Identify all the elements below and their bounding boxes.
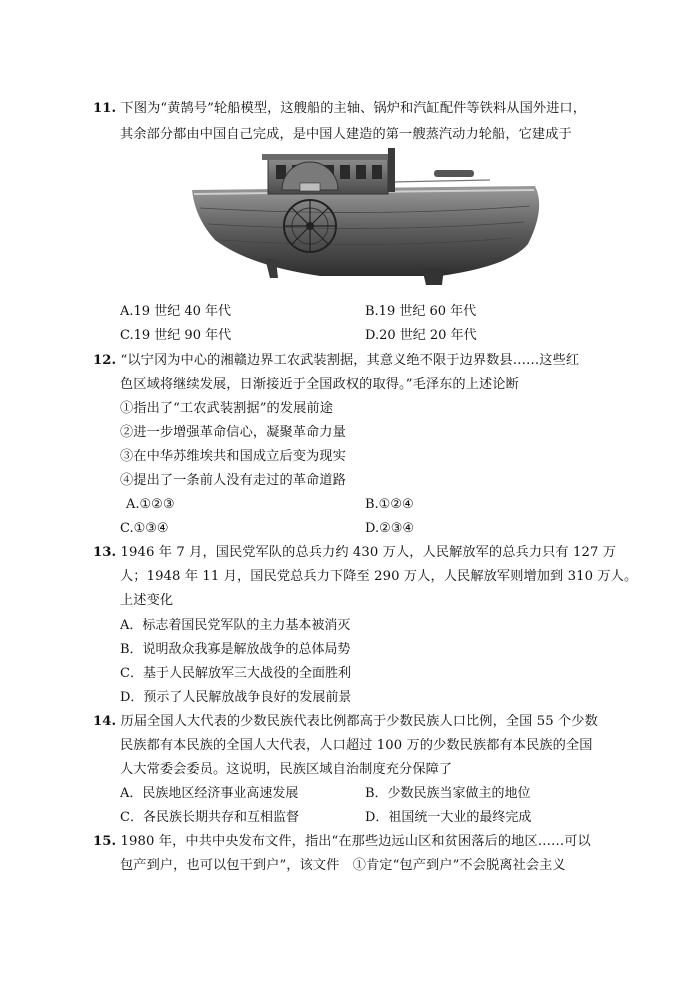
q13-line-1	[93, 544, 616, 562]
q12-statement-4: ④提出了一条前人没有走过的革命道路	[120, 473, 346, 488]
q13-option-a[interactable]: A．标志着国民党军队的主力基本被消灭	[120, 618, 351, 633]
q11-option-b[interactable]: B.19 世纪 60 年代	[365, 304, 477, 319]
ship-hull	[192, 186, 539, 276]
q12-line-1	[93, 352, 579, 370]
q14-line-1	[93, 713, 598, 731]
ship-keel-support	[265, 258, 278, 278]
q12-stem-line-1: “以宁冈为中心的湘赣边界工农武装割据，其意义绝不限于边界数县……这些红	[120, 353, 580, 368]
q15-stem-line-2: 包产到户，也可以包干到户”，该文件 ①肯定“包产到户”不会脱离社会主义	[120, 858, 566, 873]
q14-stem-line-3: 人大常委会委员。这说明，民族区域自治制度充分保障了	[120, 762, 453, 777]
q13-option-d[interactable]: D．预示了人民解放战争良好的发展前景	[120, 690, 352, 705]
q13-stem-line-3: 上述变化	[120, 593, 174, 608]
q13-number: 13.	[93, 545, 117, 560]
ship-cabin-roof	[262, 154, 394, 160]
ship-railing	[390, 180, 490, 182]
q12-statement-1: ①指出了“工农武装割据”的发展前途	[120, 401, 333, 416]
q12-option-c[interactable]: C.①③④	[120, 521, 169, 536]
q13-stem-line-1: 1946 年 7 月，国民党军队的总兵力约 430 万人，人民解放军的总兵力只有 127 万	[120, 545, 617, 560]
q14-option-a[interactable]: A．民族地区经济事业高速发展	[120, 786, 299, 801]
q15-stem-line-1: 1980 年，中共中央发布文件，指出“在那些边远山区和贫困落后的地区……可以	[120, 834, 591, 849]
q14-option-c[interactable]: C．各民族长期共存和互相监督	[120, 810, 299, 825]
q11-option-d[interactable]: D.20 世纪 20 年代	[365, 328, 477, 343]
q13-stem-line-2: 人；1948 年 11 月，国民党总兵力下降至 290 万人，人民解放军则增加到 310 万人。	[120, 569, 638, 584]
paddle-wheel	[284, 200, 336, 252]
q11-number: 11.	[93, 101, 117, 116]
ship-rudder	[422, 268, 444, 285]
q11-option-c[interactable]: C.19 世纪 90 年代	[120, 328, 232, 343]
q13-option-c[interactable]: C．基于人民解放军三大战役的全面胜利	[120, 666, 351, 681]
q14-stem-line-1: 历届全国人大代表的少数民族代表比例都高于少数民族人口比例，全国 55 个少数	[120, 714, 598, 729]
q14-option-d[interactable]: D．祖国统一大业的最终完成	[365, 810, 532, 825]
q12-statement-2: ②进一步增强革命信心，凝聚革命力量	[120, 425, 346, 440]
q11-stem-line-1: 下图为“黄鹄号”轮船模型，这艘船的主轴、锅炉和汽缸配件等铁料从国外进口，	[120, 101, 587, 116]
q12-number: 12.	[93, 353, 117, 368]
deck-cannon	[434, 170, 474, 177]
ship-model-image	[190, 148, 548, 285]
q12-statement-3: ③在中华苏维埃共和国成立后变为现实	[120, 449, 346, 464]
q14-option-b[interactable]: B．少数民族当家做主的地位	[365, 786, 531, 801]
q12-option-a[interactable]: A.①②③	[126, 497, 175, 512]
q11-line-1	[93, 100, 586, 118]
q14-number: 14.	[93, 714, 117, 729]
paddle-plaque	[300, 183, 320, 191]
q11-stem-line-2: 其余部分都由中国自己完成，是中国人建造的第一艘蒸汽动力轮船，它建成于	[120, 127, 572, 142]
ship-funnel	[388, 148, 395, 192]
q12-stem-line-2: 色区域将继续发展，日渐接近于全国政权的取得。”毛泽东的上述论断	[120, 377, 519, 392]
q13-option-b[interactable]: B．说明敌众我寡是解放战争的总体局势	[120, 642, 351, 657]
q14-stem-line-2: 民族都有本民族的全国人大代表，人口超过 100 万的少数民族都有本民族的全国	[120, 738, 593, 753]
q11-option-a[interactable]: A.19 世纪 40 年代	[120, 304, 232, 319]
q15-line-1	[93, 833, 591, 851]
q12-option-d[interactable]: D.②③④	[365, 521, 415, 536]
q12-option-b[interactable]: B.①②④	[365, 497, 414, 512]
q15-number: 15.	[93, 834, 117, 849]
